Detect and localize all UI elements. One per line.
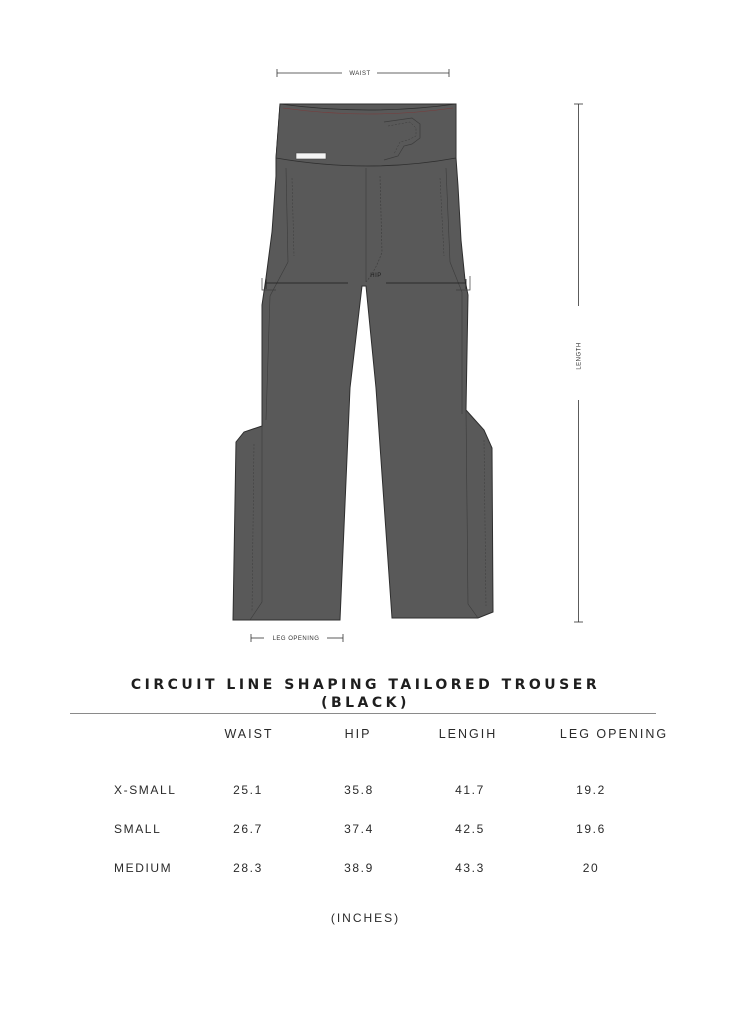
row-label-medium: MEDIUM [114, 861, 173, 875]
column-header-leg-opening: LEG OPENING [559, 727, 669, 741]
leg-opening-dimension-label: LEG OPENING [272, 636, 320, 642]
title-divider [70, 713, 656, 714]
table-cell: 38.9 [344, 861, 374, 875]
table-cell: 35.8 [344, 783, 374, 797]
table-cell: 26.7 [233, 822, 263, 836]
row-label-x-small: X-SMALL [114, 783, 177, 797]
units-footnote: (INCHES) [330, 911, 401, 925]
column-header-hip: HIP [344, 727, 372, 741]
product-title-line1: CIRCUIT LINE SHAPING TAILORED TROUSER [130, 677, 601, 693]
length-dimension [574, 104, 583, 622]
product-title [0, 676, 731, 712]
column-header-length: LENGIH [438, 727, 498, 741]
trouser-body [233, 104, 493, 620]
length-dimension-label: LENGTH [576, 342, 583, 370]
table-cell: 41.7 [455, 783, 485, 797]
table-cell: 20 [582, 861, 600, 875]
waist-dimension [277, 69, 449, 77]
table-cell: 42.5 [455, 822, 485, 836]
table-cell: 37.4 [344, 822, 374, 836]
trouser-silhouette [233, 104, 493, 620]
hip-dimension-label: HIP [370, 273, 382, 279]
column-header-waist: WAIST [224, 727, 274, 741]
waist-dimension-label: WAIST [349, 71, 371, 77]
table-cell: 43.3 [455, 861, 485, 875]
table-cell: 19.2 [576, 783, 606, 797]
table-cell: 28.3 [233, 861, 263, 875]
product-title-line2: (BLACK) [321, 695, 410, 711]
label-patch [296, 153, 326, 159]
row-label-small: SMALL [114, 822, 162, 836]
table-cell: 25.1 [233, 783, 263, 797]
leg-opening-dimension [251, 634, 343, 642]
table-cell: 19.6 [576, 822, 606, 836]
